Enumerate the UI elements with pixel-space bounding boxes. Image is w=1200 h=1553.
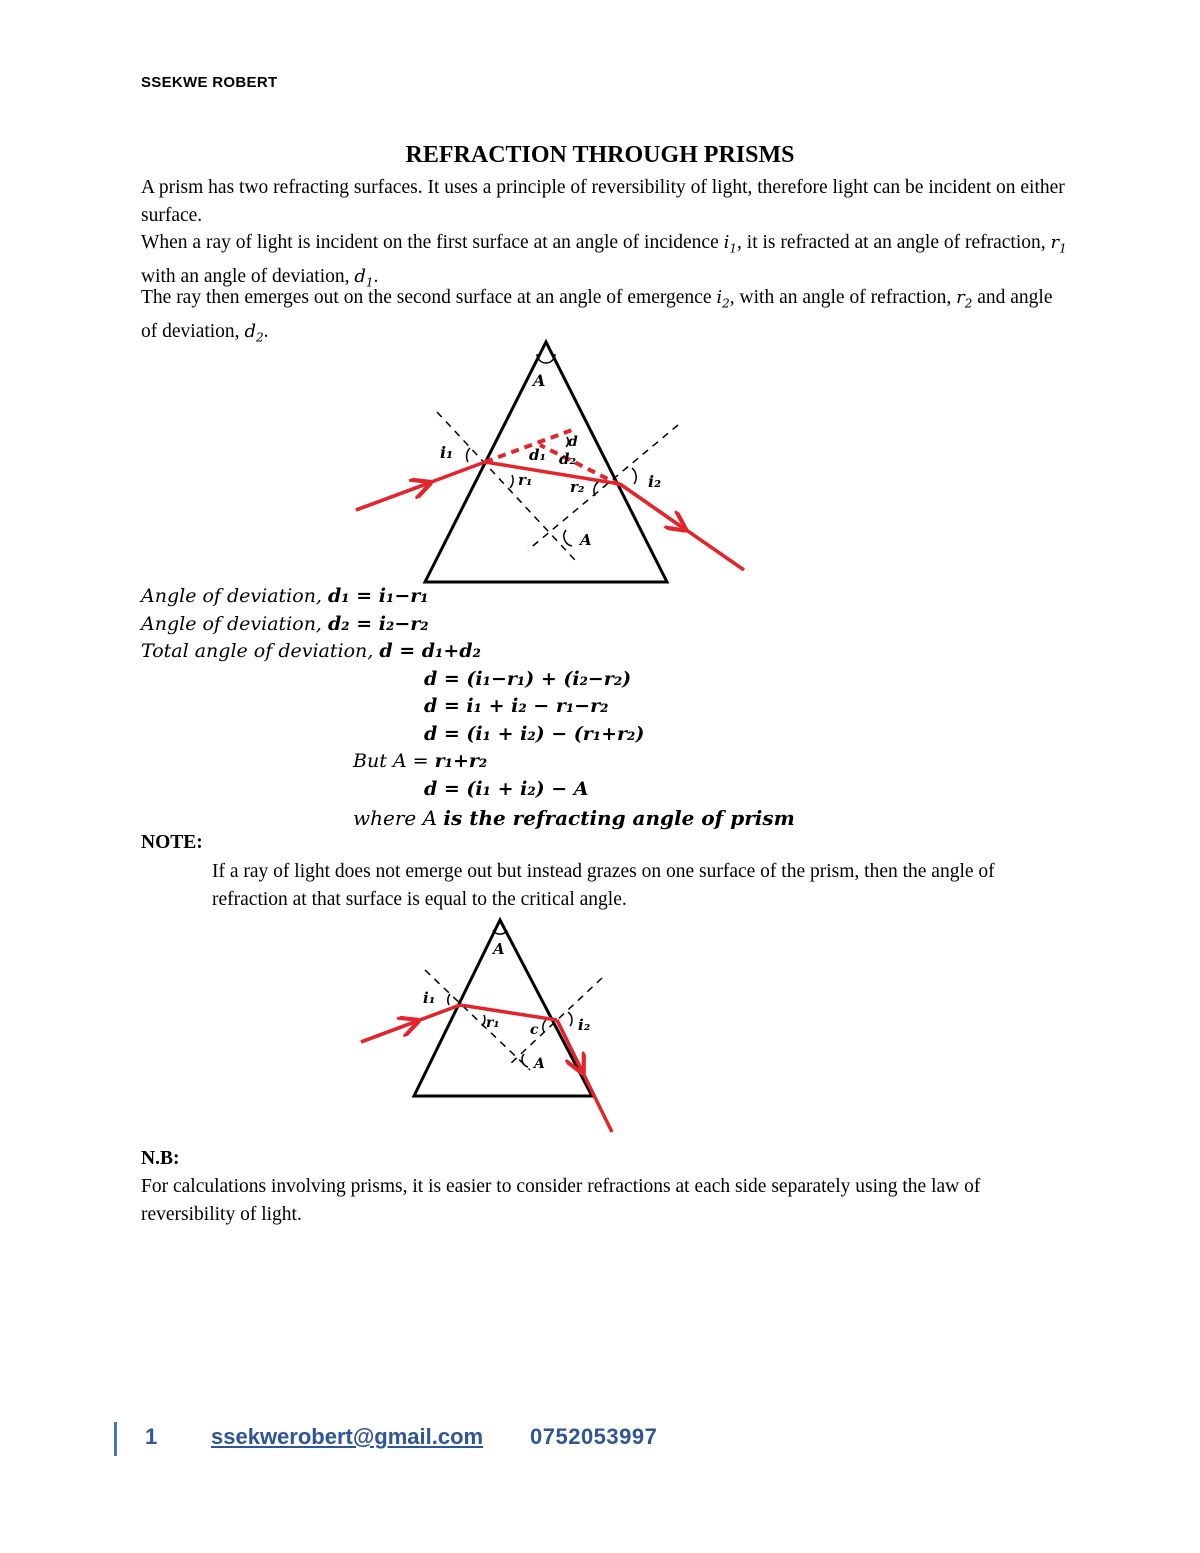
- c-arc: [543, 1020, 546, 1032]
- symbol-i2: $i_2$: [716, 287, 730, 311]
- prism-deviation-diagram: [0, 0, 1200, 620]
- symbol-d2: $d_2$: [244, 321, 264, 345]
- page-title: REFRACTION THROUGH PRISMS: [405, 142, 795, 168]
- incident-ray-2-arrow: [361, 1023, 412, 1042]
- label2-c: c: [530, 1022, 539, 1038]
- label-i1: i₁: [440, 443, 454, 462]
- i2-arc: [632, 468, 636, 484]
- label2-i2: i₂: [578, 1016, 591, 1034]
- footer-email-link[interactable]: ssekwerobert@gmail.com: [211, 1424, 484, 1449]
- equation-line-8: d = (i₁ + i₂) − A: [424, 778, 589, 800]
- intro-paragraph-2: When a ray of light is incident on the first surface at an angle of incidence $i_1$, it is refracted at an angle of refraction, $r_1$ with an angle of deviation, $d_1$.: [141, 232, 1067, 290]
- equation-line-6: d = (i₁ + i₂) − (r₁+r₂): [424, 723, 645, 745]
- note-body: If a ray of light does not emerge out but instead grazes on one surface of the prism, then the angle of refraction at that surface is equal to the critical angle.: [212, 861, 995, 910]
- bottom-angle-arc: [564, 530, 572, 546]
- intro-paragraph-1: A prism has two refracting surfaces. It uses a principle of reversibility of light, therefore light can be incident on either surface.: [141, 177, 1065, 226]
- refracted-ray: [485, 462, 620, 484]
- footer-phone: 0752053997: [530, 1424, 658, 1449]
- equation-total-d: Total angle of deviation, d = d₁+d₂: [141, 640, 481, 662]
- symbol-d1: $d_1$: [354, 266, 374, 290]
- label-d: d: [568, 434, 578, 450]
- r1-arc: [510, 475, 513, 488]
- symbol-r2: $r_2$: [956, 287, 973, 311]
- incident-ray-arrow: [356, 485, 424, 510]
- i1-arc: [467, 448, 470, 462]
- equation-line-7: But A = r₁+r₂: [353, 750, 488, 772]
- footer-bar: [114, 1422, 117, 1456]
- equation-d2: Angle of deviation, d₂ = i₂−r₂: [141, 613, 429, 635]
- equation-line-9: where A is the refracting angle of prism: [353, 806, 795, 830]
- label2-i1: i₁: [423, 989, 436, 1007]
- header-author: SSEKWE ROBERT: [141, 74, 278, 91]
- symbol-i1: $i_1$: [723, 232, 738, 256]
- nb-heading: N.B:: [141, 1148, 180, 1169]
- label-i2: i₂: [648, 472, 662, 491]
- page-number: 1: [145, 1424, 158, 1449]
- normal2-first-surface: [425, 970, 530, 1070]
- label-apex-A: A: [533, 371, 546, 390]
- prism-grazing-diagram: [0, 900, 1200, 1140]
- i1-arc-2: [448, 994, 450, 1005]
- bottom2-angle-arc: [522, 1054, 528, 1067]
- label-r2: r₂: [570, 478, 585, 496]
- label2-apex-A: A: [493, 940, 505, 958]
- label-r1: r₁: [518, 471, 533, 489]
- emergent-ray-2-arrow: [557, 1020, 580, 1067]
- nb-body: For calculations involving prisms, it is easier to consider refractions at each side separately using the law of reversibility of light.: [141, 1176, 981, 1225]
- symbol-r1: $r_1$: [1050, 232, 1067, 256]
- equation-line-4: d = (i₁−r₁) + (i₂−r₂): [424, 668, 632, 690]
- note-heading: NOTE:: [141, 832, 203, 853]
- label-bottom-A: A: [580, 531, 592, 549]
- normal-first-surface: [437, 412, 575, 560]
- label-d2: d₂: [559, 450, 577, 468]
- intro-paragraph-3: The ray then emerges out on the second surface at an angle of emergence $i_2$, with an angle of refraction, $r_2$ and angle of deviation, $d_2$.: [141, 287, 1053, 345]
- label-d1: d₁: [529, 446, 547, 464]
- label2-r1: r₁: [486, 1015, 500, 1031]
- equation-line-5: d = i₁ + i₂ − r₁−r₂: [424, 695, 609, 717]
- equation-d1: Angle of deviation, d₁ = i₁−r₁: [141, 585, 429, 607]
- label2-bottom-A: A: [534, 1056, 545, 1072]
- i2-arc-2: [568, 1012, 572, 1026]
